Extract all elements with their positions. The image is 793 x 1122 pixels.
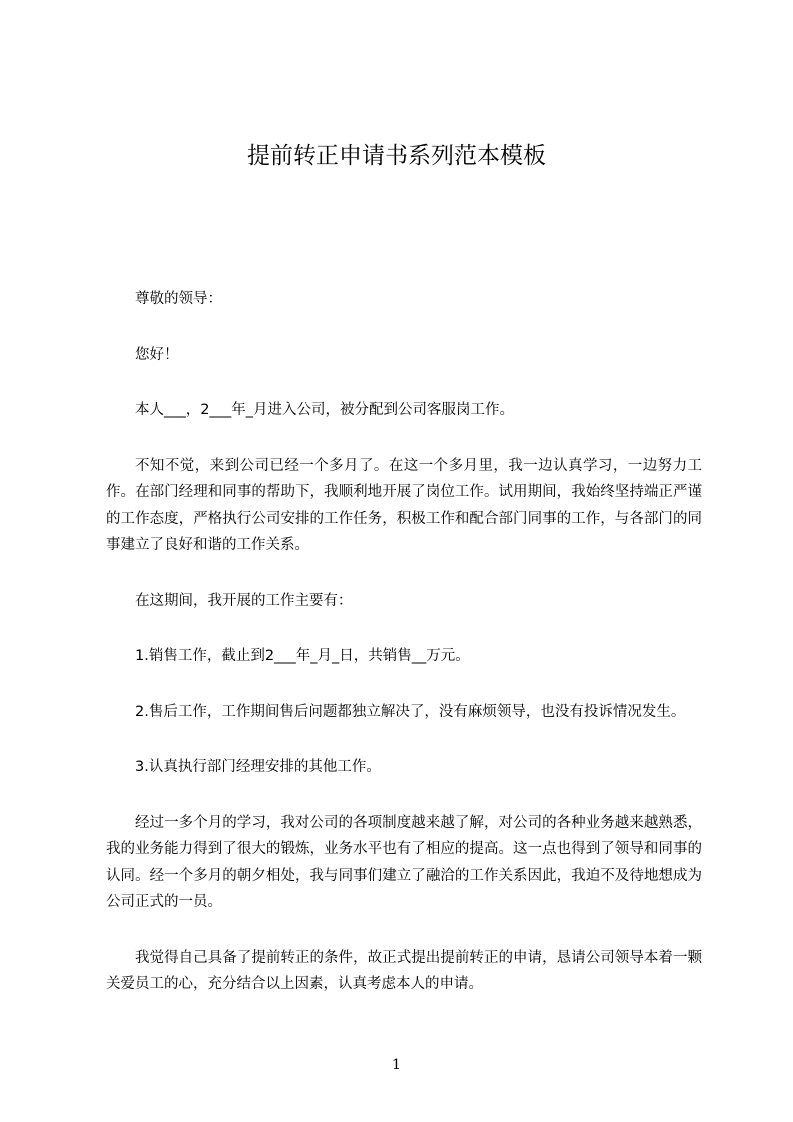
- greeting: 您好！: [135, 346, 179, 363]
- salutation: 尊敬的领导：: [135, 291, 222, 307]
- page-number: 1: [392, 1057, 401, 1073]
- experience-paragraph: 不知不觉，来到公司已经一个多月了。在这一个多月里，我一边认真学习，一边努力工作。在部门经理和同事的帮助下，我顺利地开展了岗位工作。试用期间，我始终坚持端正严谨的工作态度，严格执行公司安排的工作任务，积极工作和配合部门同事的工作，与各部门的同事建立了良好和谐的工作关系。: [106, 457, 702, 553]
- document-body: [106, 286, 702, 1027]
- work-item-2: 2.售后工作，工作期间售后问题都独立解决了，没有麻烦领导，也没有投诉情况发生。: [135, 703, 686, 720]
- intro-paragraph: 本人___，2___年_月进入公司，被分配到公司客服岗工作。: [135, 402, 514, 418]
- document-title: 提前转正申请书系列范本模板: [247, 143, 546, 169]
- work-summary-heading: 在这期间，我开展的工作主要有：: [135, 592, 353, 609]
- work-item-3: 3.认真执行部门经理安排的其他工作。: [135, 759, 381, 775]
- reflection-paragraph: 经过一多个月的学习，我对公司的各项制度越来越了解，对公司的各种业务越来越熟悉，我的业务能力得到了很大的锻炼，业务水平也有了相应的提高。这一点也得到了领导和同事的认同。经一个多月的朝夕相处，我与同事们建立了融洽的工作关系因此，我迫不及待地想成为公司正式的一员。: [106, 814, 702, 910]
- request-paragraph: 我觉得自己具备了提前转正的条件，故正式提出提前转正的申请，恳请公司领导本着一颗关爱员工的心，充分结合以上因素，认真考虑本人的申请。: [106, 949, 702, 992]
- work-item-1: 1.销售工作，截止到2___年_月_日，共销售__万元。: [135, 648, 470, 664]
